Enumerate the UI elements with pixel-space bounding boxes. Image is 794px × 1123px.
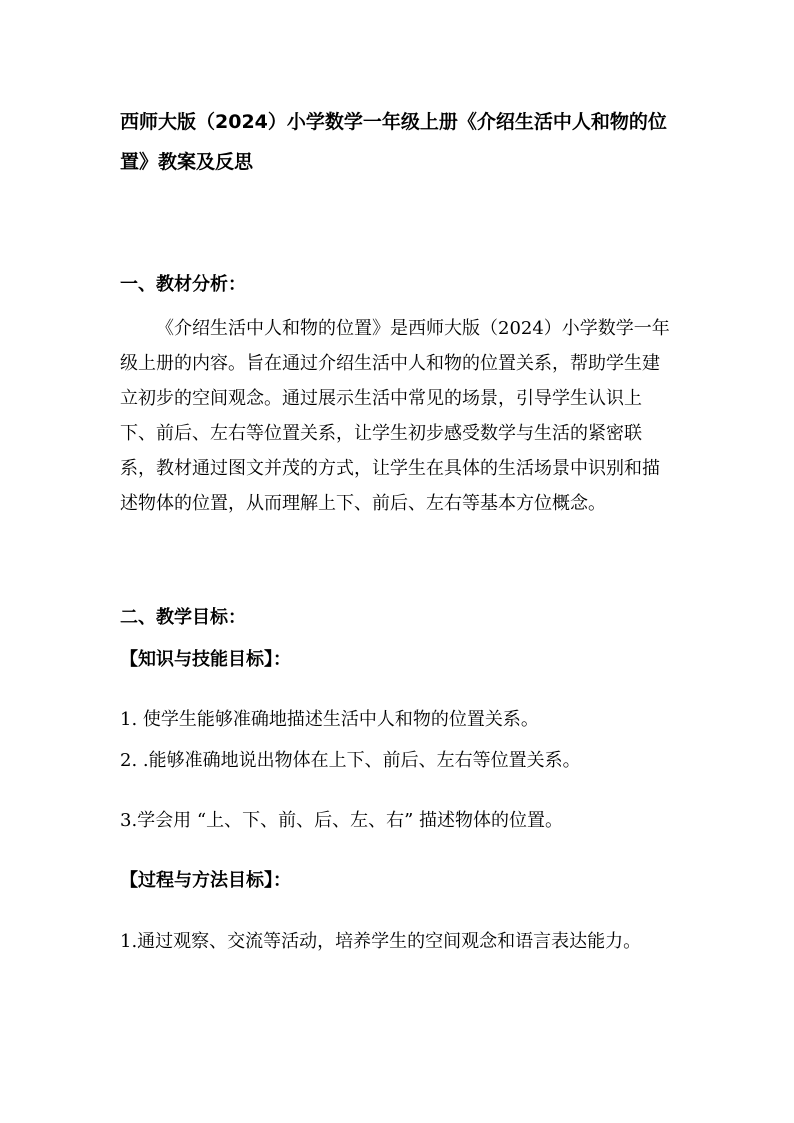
process-objective-item: 1.通过观察、交流等活动，培养学生的空间观念和语言表达能力。 xyxy=(120,931,642,952)
knowledge-objective-item: 1. 使学生能够准确地描述生活中人和物的位置关系。 xyxy=(120,709,539,730)
document-title: 西师大版（2024）小学数学一年级上册《介绍生活中人和物的位置》教案及反思 xyxy=(120,111,667,173)
process-method-heading: 【过程与方法目标】： xyxy=(120,870,291,891)
textbook-analysis-paragraph: 《介绍生活中人和物的位置》是西师大版（2024）小学数学一年级上册的内容。旨在通过介绍生活中人和物的位置关系，帮助学生建立初步的空间观念。通过展示生活中常见的场景，引导学生认识上下、前后、左右等位置关系，让学生初步感受数学与生活的紧密联系，教材通过图文并茂的方式，让学生在具体的生活场景中识别和描述物体的位置，从而理解上下、前后、左右等基本方位概念。 xyxy=(120,318,670,514)
knowledge-objective-item: 3.学会用 “上、下、前、后、左、右” 描述物体的位置。 xyxy=(120,810,564,831)
knowledge-objective-item: 2. .能够准确地说出物体在上下、前后、左右等位置关系。 xyxy=(120,750,581,771)
section-heading-teaching-objectives: 二、教学目标： xyxy=(120,607,246,628)
section-heading-textbook-analysis: 一、教材分析： xyxy=(120,274,246,295)
knowledge-skills-heading: 【知识与技能目标】： xyxy=(120,649,291,670)
